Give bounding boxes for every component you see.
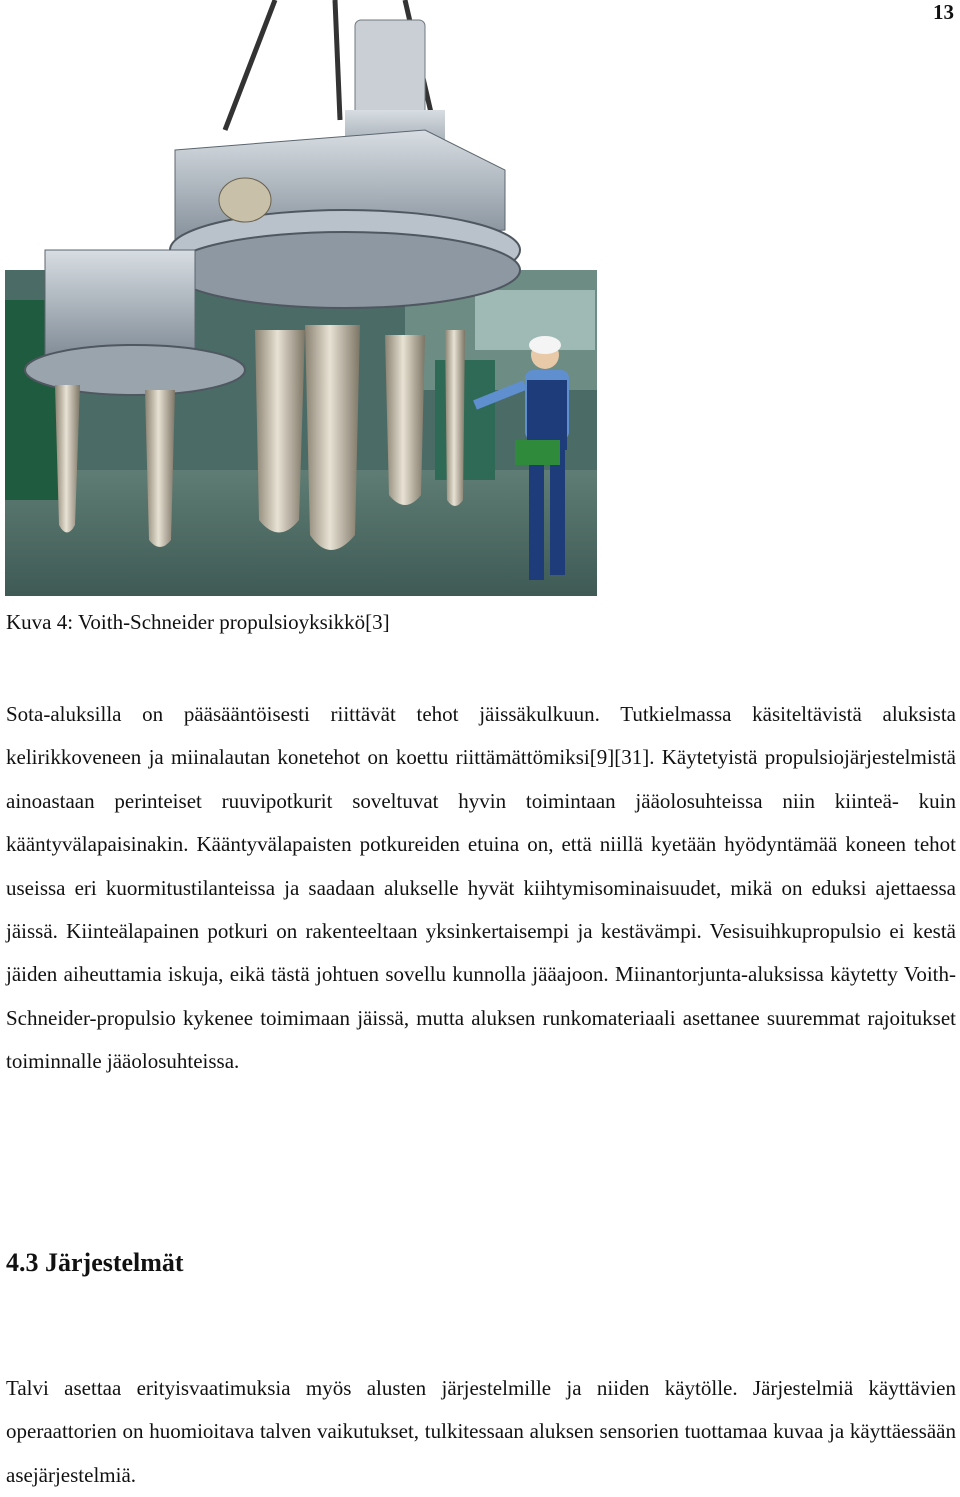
figure-caption: Kuva 4: Voith-Schneider propulsioyksikkö[3] (6, 610, 390, 634)
section-heading: 4.3 Järjestelmät (6, 1248, 184, 1277)
body-paragraph-1 (6, 693, 956, 1084)
voith-schneider-photo (5, 0, 597, 596)
photo-illustration (5, 0, 597, 596)
body-paragraph-2 (6, 1367, 956, 1497)
paragraph-text: Sota-aluksilla on pääsääntöisesti riittävät tehot jäissäkulkuun. Tutkielmassa käsiteltävistä aluksista kelirikkoveneen ja miinalautan konetehot on koettu riittämättömiksi[9][31]. Käytetyistä propulsiojärjestelmistä ainoastaan perinteiset ruuvipotkurit soveltuvat hyvin toimintaan jääolosuhteissa niin kiinteä- kuin kääntyvälapaisinakin. Kääntyvälapaisten potkureiden etuina on, että niillä kyetään hyödyntämää koneen tehot useissa eri kuormitustilanteissa ja saadaan alukselle hyvät kiihtymisominaisuudet, mikä on eduksi ajettaessa jäissä. Kiinteälapainen potkuri on rakenteeltaan yksinkertaisempi ja kestävämpi. Vesisuihkupropulsio ei kestä jäiden aiheuttamia iskuja, eikä tästä johtuen sovellu kunnolla jääajoon. Miinantorjunta-aluksissa käytetty Voith-Schneider-propulsio kykenee toimimaan jäissä, mutta aluksen runkomateriaali asettanee suuremmat rajoitukset toiminnalle jääolosuhteissa. (6, 702, 956, 1074)
paragraph-text: Talvi asettaa erityisvaatimuksia myös alusten järjestelmille ja niiden käytölle. Järjestelmiä käyttävien operaattorien on huomioitava talven vaikutukset, tulkitessaan aluksen sensorien tuottamaa kuvaa ja käyttäessään asejärjestelmiä. (6, 1376, 956, 1487)
page-number: 13 (933, 0, 954, 24)
